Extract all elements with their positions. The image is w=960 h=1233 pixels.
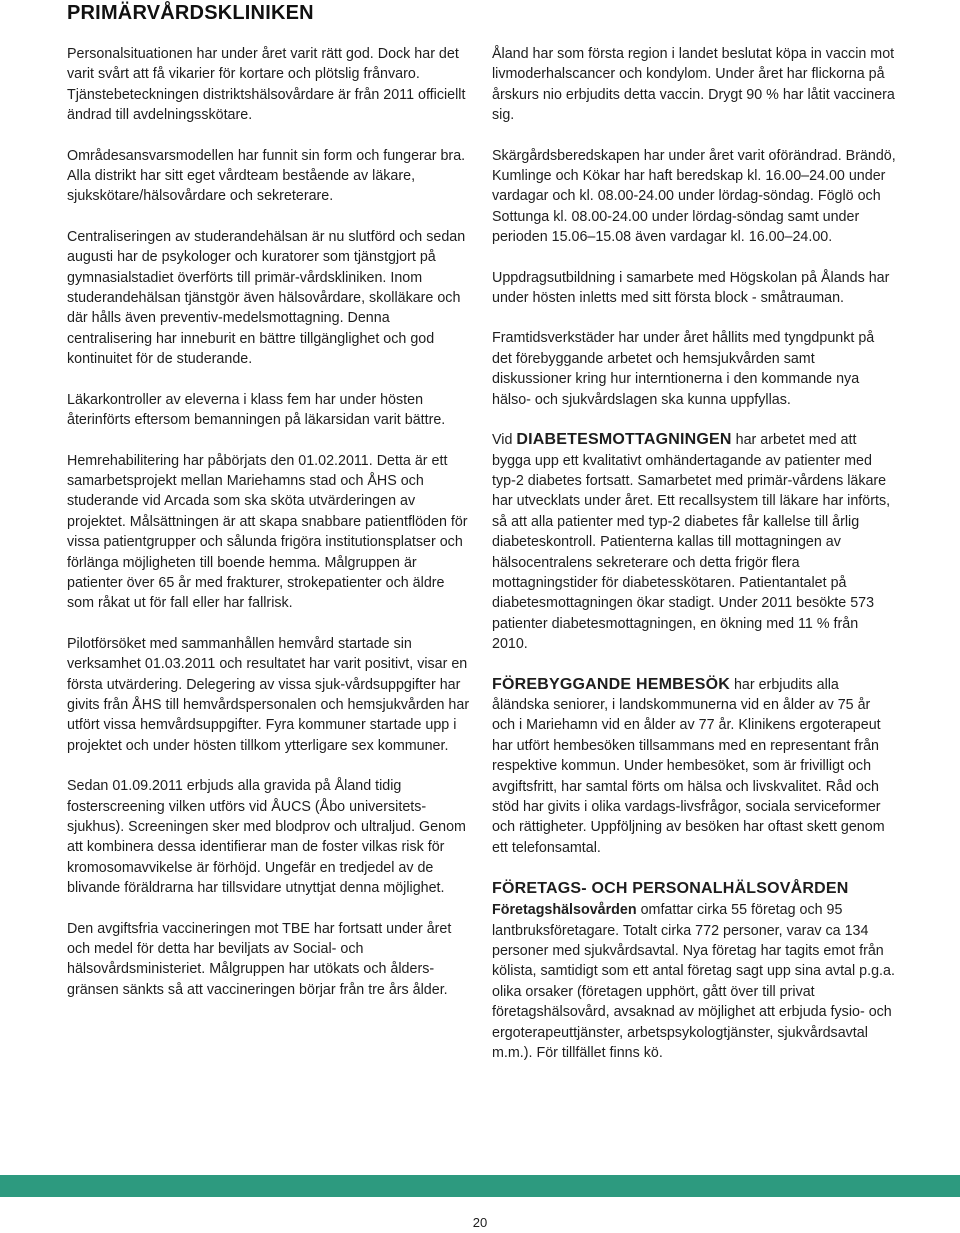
paragraph-tbe: Den avgiftsfria vaccineringen mot TBE har fortsatt under året och medel för detta har beviljats av Social- och hälsovårdsministeriet. Målgruppen har utökats och ålders-gränsen sänkts så att vaccineringen börjar från tre års ålder.: [67, 920, 452, 998]
foretag-lead: Företagshälsovården: [492, 902, 637, 919]
paragraph-hemrehabilitering: Hemrehabilitering har påbörjats den 01.02.2011. Detta är ett samarbetsprojekt mellan Mariehamns stad och ÅHS och studerande vid Arcada som ska sköta utvärderingen av projektet. Målsättningen är att skapa snabbare patientflöden för vissa patientgrupper och sålunda frigöra institutionsplatser och förlänga möjligheten till boende hemma. Målgruppen är patienter över 65 år med frakturer, strokepatienter och äldre som råkat ut för fall eller har fallrisk.: [67, 452, 468, 612]
diabetes-text: har arbetet med att bygga upp ett kvalitativt omhändertagande av patienter med typ-2 diabetes fortsatt. Samarbetet med primär-vårdens läkare har utvecklats under året. Ett recallsystem till läkare har införts, så att alla patienter med typ-2 diabetes får kallelse till årlig diabeteskontroll. Patienterna kallas till mottagningen av hälsocentralens sekreterare och detta frigör flera mottagningstider för diabetesskötaren. Patientantalet på diabetesmottagningen ökar stadigt. Under 2011 besökte 573 patienter diabetesmottagningen, en ökning med 11 % från 2010.: [492, 432, 891, 653]
paragraph-fosterscreening: Sedan 01.09.2011 erbjuds alla gravida på Åland tidig fosterscreening vilken utförs vid ÅUCS (Åbo universitets-sjukhus). Screeningen sker med blodprov och ultraljud. Genom att kombinera dessa identifierar man de foster vilkas risk för kromosomavvikelse är förhöjd. Ungefär en tredjedel av de blivande föräldrarna har tillsvidare utnyttjat denna möjlighet.: [67, 778, 466, 897]
paragraph-uppdragsutbildning: Uppdragsutbildning i samarbete med Högskolan på Ålands har under hösten inletts med sitt första block - småtrauman.: [492, 269, 890, 307]
section-diabetes: [492, 430, 897, 654]
paragraph-personal: Personalsituationen har under året varit rätt god. Dock har det varit svårt att få vikarier för kortare och plötslig frånvaro. Tjänstebeteckningen distriktshälsovårdare är från 2011 officiellt ändrad till avdelningsskötare.: [67, 46, 466, 124]
foretag-heading: FÖRETAGS- OCH PERSONALHÄLSOVÅRDEN: [492, 880, 849, 898]
paragraph-framtidsverkstader: Framtidsverkstäder har under året hållits med tyngdpunkt på det förebyggande arbetet och hemsjukvården samt diskussioner kring hur interntionerna i den kommande nya hälso- och sjukvårdslagen ska kunna uppfyllas.: [492, 330, 875, 408]
diabetes-heading: DIABETESMOTTAGNINGEN: [516, 431, 732, 449]
paragraph-skargard: Skärgårdsberedskapen har under året varit oförändrad. Brändö, Kumlinge och Kökar har haft beredskap kl. 16.00–24.00 under vardagar och kl. 08.00-24.00 under lördag-söndag. Föglö och Sottunga kl. 08.00-24.00 under lördag-söndag samt under perioden 15.06–15.08 även vardagar kl. 16.00–24.00.: [492, 147, 896, 246]
diabetes-prefix: Vid: [492, 432, 517, 449]
left-column: [67, 44, 472, 1020]
paragraph-lakarkontroller: Läkarkontroller av eleverna i klass fem har under hösten återinförts eftersom bemanningen på läkarsidan varit bättre.: [67, 391, 446, 429]
foretag-text: omfattar cirka 55 företag och 95 lantbruksföretagare. Totalt cirka 772 personer, varav ca 134 personer med sjukvårdsavtal. Nya företag har tagits emot från kölista, samtidigt som ett antal företag sagt upp sina avtal p.g.a. olika orsaker (företagen upphört, gått över till privat företagshälsovård, avsaknad av möjlighet att erbjuda fysio- och ergoterapeuttjänster, arbetspsykologtjänster, sjukvårdsavtal m.m.). För tillfället finns kö.: [492, 902, 895, 1062]
paragraph-vaccin: Åland har som första region i landet beslutat köpa in vaccin mot livmoderhalscancer och kondylom. Under året har flickorna på årskurs nio erbjudits detta vaccin. Drygt 90 % har låtit vaccinera sig.: [492, 46, 895, 124]
paragraph-hemvard: Pilotförsöket med sammanhållen hemvård startade sin verksamhet 01.03.2011 och resultatet har varit positivt, visar en första utvärdering. Delegering av vissa sjuk-vårdsuppgifter har givits från ÅHS till hemvårdspersonalen och hemsjukvården har utfört vissa hemvårdsuppgifter. Fyra kommuner startade upp i projektet och under hösten tillkom ytterligare sex kommuner.: [67, 635, 470, 754]
section-hembesok: [492, 675, 897, 859]
hembesok-text: har erbjudits alla åländska seniorer, i landskommunerna vid en ålder av 75 år och i Mariehamn vid en ålder av 77 år. Klinikens ergoterapeut har utfört hembesöken tillsammans med en representant från respektive kommun. Under hembesöket, som är frivilligt och avgiftsfritt, har samtal förts om hälsa och livskvalitet. Råd och stöd har givits i olika vardags-livsfrågor, sociala serviceformer och rättigheter. Uppföljning av besöken har oftast skett genom ett telefonsamtal.: [492, 676, 885, 856]
page-number: 20: [472, 1215, 488, 1230]
page-title: PRIMÄRVÅRDSKLINIKEN: [67, 2, 314, 24]
paragraph-studerandehalsa: Centraliseringen av studerandehälsan är nu slutförd och sedan augusti har de psykologer och kuratorer som tjänstgjort på gymnasialstadiet överförts till primär-vårdskliniken. Inom studerandehälsan tjänstgör även hälsovårdare, skolläkare och där hålls även preventiv-medelsmottagning. Denna centralisering har inneburit en bättre tillgänglighet och god kontinuitet för de studerande.: [67, 228, 466, 368]
paragraph-omradesansvar: Områdesansvarsmodellen har funnit sin form och fungerar bra. Alla distrikt har sitt eget vårdteam bestående av läkare, sjukskötare/hälsovårdare och sekreterare.: [67, 147, 466, 205]
footer-band: [0, 1175, 960, 1197]
right-column: [492, 44, 897, 1083]
hembesok-heading: FÖREBYGGANDE HEMBESÖK: [492, 675, 730, 693]
section-foretag: [492, 878, 897, 1063]
